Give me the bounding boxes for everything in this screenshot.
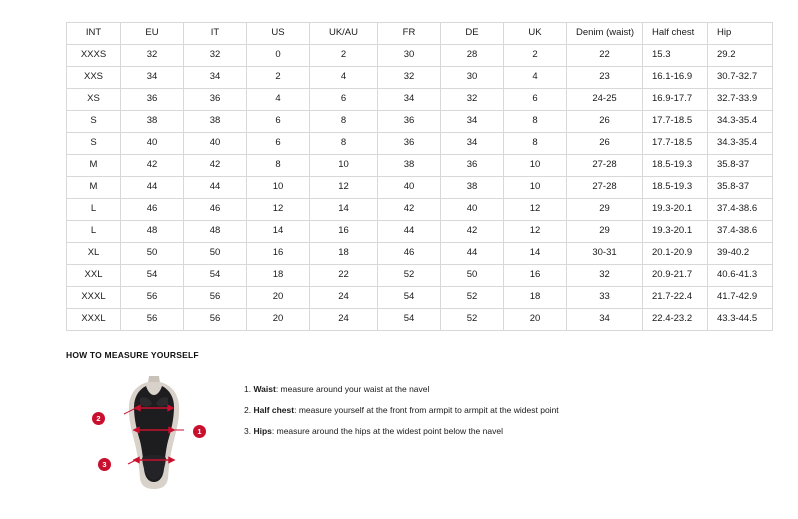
cell-fr: 54 <box>378 287 441 309</box>
cell-de: 28 <box>441 45 504 67</box>
column-header-uk: UK <box>504 23 567 45</box>
cell-it: 56 <box>184 287 247 309</box>
cell-it: 34 <box>184 67 247 89</box>
step-text-half-chest: : measure yourself at the front from armpit to armpit at the widest point <box>294 405 559 416</box>
table-row <box>67 89 773 111</box>
measure-marker-2: 2 <box>92 412 105 425</box>
measure-marker-1: 1 <box>193 425 206 438</box>
cell-uk: 18 <box>504 287 567 309</box>
cell-eu: 40 <box>121 133 184 155</box>
cell-half-chest: 17.7-18.5 <box>643 133 708 155</box>
cell-it: 44 <box>184 177 247 199</box>
cell-uk: 2 <box>504 45 567 67</box>
cell-de: 50 <box>441 265 504 287</box>
cell-int: L <box>67 199 121 221</box>
cell-fr: 54 <box>378 309 441 331</box>
column-header-hip: Hip <box>708 23 773 45</box>
cell-de: 44 <box>441 243 504 265</box>
cell-denim-waist: 33 <box>567 287 643 309</box>
cell-fr: 32 <box>378 67 441 89</box>
cell-de: 38 <box>441 177 504 199</box>
cell-int: XXXL <box>67 287 121 309</box>
cell-int: XXXS <box>67 45 121 67</box>
cell-us: 0 <box>247 45 310 67</box>
cell-int: M <box>67 155 121 177</box>
cell-half-chest: 20.9-21.7 <box>643 265 708 287</box>
cell-denim-waist: 27-28 <box>567 155 643 177</box>
cell-uk-au: 10 <box>310 155 378 177</box>
cell-eu: 56 <box>121 287 184 309</box>
cell-int: XXS <box>67 67 121 89</box>
cell-half-chest: 19.3-20.1 <box>643 199 708 221</box>
cell-uk: 8 <box>504 111 567 133</box>
cell-us: 20 <box>247 309 310 331</box>
step-number-2: 2. <box>244 405 252 416</box>
table-body <box>67 45 773 331</box>
cell-hip: 39-40.2 <box>708 243 773 265</box>
cell-fr: 38 <box>378 155 441 177</box>
cell-denim-waist: 29 <box>567 199 643 221</box>
cell-uk: 16 <box>504 265 567 287</box>
cell-uk-au: 24 <box>310 309 378 331</box>
cell-uk-au: 6 <box>310 89 378 111</box>
cell-denim-waist: 26 <box>567 133 643 155</box>
cell-de: 52 <box>441 287 504 309</box>
step-text-hips: : measure around the hips at the widest point below the navel <box>271 426 503 437</box>
cell-it: 38 <box>184 111 247 133</box>
cell-it: 40 <box>184 133 247 155</box>
cell-de: 40 <box>441 199 504 221</box>
cell-denim-waist: 26 <box>567 111 643 133</box>
cell-hip: 34.3-35.4 <box>708 111 773 133</box>
cell-half-chest: 17.7-18.5 <box>643 111 708 133</box>
table-row <box>67 199 773 221</box>
cell-int: S <box>67 133 121 155</box>
cell-eu: 44 <box>121 177 184 199</box>
cell-us: 20 <box>247 287 310 309</box>
cell-uk: 14 <box>504 243 567 265</box>
cell-eu: 54 <box>121 265 184 287</box>
cell-hip: 37.4-38.6 <box>708 221 773 243</box>
step-number-3: 3. <box>244 426 252 437</box>
cell-us: 12 <box>247 199 310 221</box>
measure-step-waist <box>244 384 559 394</box>
column-header-denim-waist: Denim (waist) <box>567 23 643 45</box>
cell-eu: 42 <box>121 155 184 177</box>
measure-step-half-chest <box>244 405 559 415</box>
cell-eu: 38 <box>121 111 184 133</box>
measure-steps-list <box>244 372 559 448</box>
cell-half-chest: 18.5-19.3 <box>643 177 708 199</box>
size-conversion-table <box>66 22 773 331</box>
cell-fr: 36 <box>378 133 441 155</box>
cell-uk-au: 8 <box>310 133 378 155</box>
column-header-de: DE <box>441 23 504 45</box>
cell-denim-waist: 32 <box>567 265 643 287</box>
cell-eu: 32 <box>121 45 184 67</box>
column-header-half-chest: Half chest <box>643 23 708 45</box>
cell-denim-waist: 29 <box>567 221 643 243</box>
table-row <box>67 111 773 133</box>
cell-uk-au: 22 <box>310 265 378 287</box>
cell-denim-waist: 34 <box>567 309 643 331</box>
cell-eu: 56 <box>121 309 184 331</box>
cell-uk: 6 <box>504 89 567 111</box>
table-header-row <box>67 23 773 45</box>
cell-uk: 10 <box>504 177 567 199</box>
cell-de: 34 <box>441 111 504 133</box>
table-row <box>67 265 773 287</box>
cell-uk-au: 8 <box>310 111 378 133</box>
cell-it: 50 <box>184 243 247 265</box>
cell-uk-au: 12 <box>310 177 378 199</box>
cell-int: L <box>67 221 121 243</box>
cell-us: 10 <box>247 177 310 199</box>
cell-us: 6 <box>247 111 310 133</box>
mannequin-illustration <box>122 374 186 490</box>
cell-us: 14 <box>247 221 310 243</box>
cell-hip: 30.7-32.7 <box>708 67 773 89</box>
cell-de: 32 <box>441 89 504 111</box>
cell-denim-waist: 27-28 <box>567 177 643 199</box>
cell-us: 2 <box>247 67 310 89</box>
cell-int: XS <box>67 89 121 111</box>
how-to-measure-title: HOW TO MEASURE YOURSELF <box>66 350 199 360</box>
cell-hip: 35.8-37 <box>708 155 773 177</box>
column-header-fr: FR <box>378 23 441 45</box>
cell-it: 48 <box>184 221 247 243</box>
cell-uk: 8 <box>504 133 567 155</box>
cell-hip: 32.7-33.9 <box>708 89 773 111</box>
cell-eu: 48 <box>121 221 184 243</box>
cell-us: 6 <box>247 133 310 155</box>
cell-fr: 34 <box>378 89 441 111</box>
cell-fr: 42 <box>378 199 441 221</box>
cell-uk-au: 2 <box>310 45 378 67</box>
cell-uk-au: 18 <box>310 243 378 265</box>
column-header-int: INT <box>67 23 121 45</box>
cell-half-chest: 21.7-22.4 <box>643 287 708 309</box>
cell-uk-au: 14 <box>310 199 378 221</box>
cell-uk: 12 <box>504 199 567 221</box>
cell-hip: 34.3-35.4 <box>708 133 773 155</box>
cell-fr: 52 <box>378 265 441 287</box>
cell-half-chest: 18.5-19.3 <box>643 155 708 177</box>
cell-int: XXL <box>67 265 121 287</box>
cell-uk: 20 <box>504 309 567 331</box>
column-header-eu: EU <box>121 23 184 45</box>
cell-us: 8 <box>247 155 310 177</box>
cell-eu: 46 <box>121 199 184 221</box>
cell-de: 30 <box>441 67 504 89</box>
cell-hip: 41.7-42.9 <box>708 287 773 309</box>
cell-uk: 10 <box>504 155 567 177</box>
cell-uk: 4 <box>504 67 567 89</box>
cell-it: 42 <box>184 155 247 177</box>
cell-half-chest: 15.3 <box>643 45 708 67</box>
cell-us: 18 <box>247 265 310 287</box>
cell-int: XXXL <box>67 309 121 331</box>
cell-hip: 35.8-37 <box>708 177 773 199</box>
step-number-1: 1. <box>244 384 252 394</box>
cell-int: S <box>67 111 121 133</box>
step-term-half-chest: Half chest <box>253 405 295 416</box>
column-header-uk-au: UK/AU <box>310 23 378 45</box>
cell-us: 4 <box>247 89 310 111</box>
cell-fr: 36 <box>378 111 441 133</box>
table-header <box>67 23 773 45</box>
cell-de: 42 <box>441 221 504 243</box>
step-text-waist: : measure around your waist at the navel <box>275 384 430 394</box>
cell-it: 32 <box>184 45 247 67</box>
cell-half-chest: 16.9-17.7 <box>643 89 708 111</box>
cell-uk: 12 <box>504 221 567 243</box>
cell-de: 36 <box>441 155 504 177</box>
cell-fr: 46 <box>378 243 441 265</box>
cell-uk-au: 16 <box>310 221 378 243</box>
cell-hip: 40.6-41.3 <box>708 265 773 287</box>
cell-it: 46 <box>184 199 247 221</box>
cell-half-chest: 20.1-20.9 <box>643 243 708 265</box>
cell-uk-au: 24 <box>310 287 378 309</box>
cell-fr: 30 <box>378 45 441 67</box>
cell-eu: 36 <box>121 89 184 111</box>
column-header-us: US <box>247 23 310 45</box>
table-row <box>67 45 773 67</box>
step-term-hips: Hips <box>253 426 272 437</box>
cell-it: 54 <box>184 265 247 287</box>
table-row <box>67 243 773 265</box>
table-row <box>67 221 773 243</box>
table-row <box>67 287 773 309</box>
cell-hip: 37.4-38.6 <box>708 199 773 221</box>
cell-eu: 50 <box>121 243 184 265</box>
table-row <box>67 133 773 155</box>
column-header-it: IT <box>184 23 247 45</box>
table-row <box>67 67 773 89</box>
cell-half-chest: 19.3-20.1 <box>643 221 708 243</box>
cell-hip: 29.2 <box>708 45 773 67</box>
mannequin-figure <box>96 372 216 492</box>
cell-fr: 44 <box>378 221 441 243</box>
table-row <box>67 155 773 177</box>
table-row <box>67 309 773 331</box>
cell-it: 36 <box>184 89 247 111</box>
measure-marker-3: 3 <box>98 458 111 471</box>
cell-eu: 34 <box>121 67 184 89</box>
cell-uk-au: 4 <box>310 67 378 89</box>
table-row <box>67 177 773 199</box>
measure-step-hips <box>244 426 559 436</box>
cell-fr: 40 <box>378 177 441 199</box>
how-to-measure-section <box>66 350 766 492</box>
cell-denim-waist: 30-31 <box>567 243 643 265</box>
cell-de: 52 <box>441 309 504 331</box>
cell-hip: 43.3-44.5 <box>708 309 773 331</box>
cell-int: XL <box>67 243 121 265</box>
step-term-waist: Waist <box>253 384 276 394</box>
cell-denim-waist: 22 <box>567 45 643 67</box>
cell-int: M <box>67 177 121 199</box>
cell-denim-waist: 24-25 <box>567 89 643 111</box>
cell-denim-waist: 23 <box>567 67 643 89</box>
cell-half-chest: 22.4-23.2 <box>643 309 708 331</box>
cell-us: 16 <box>247 243 310 265</box>
cell-de: 34 <box>441 133 504 155</box>
size-table-container <box>66 22 758 331</box>
cell-half-chest: 16.1-16.9 <box>643 67 708 89</box>
how-to-measure-body <box>66 372 766 492</box>
cell-it: 56 <box>184 309 247 331</box>
